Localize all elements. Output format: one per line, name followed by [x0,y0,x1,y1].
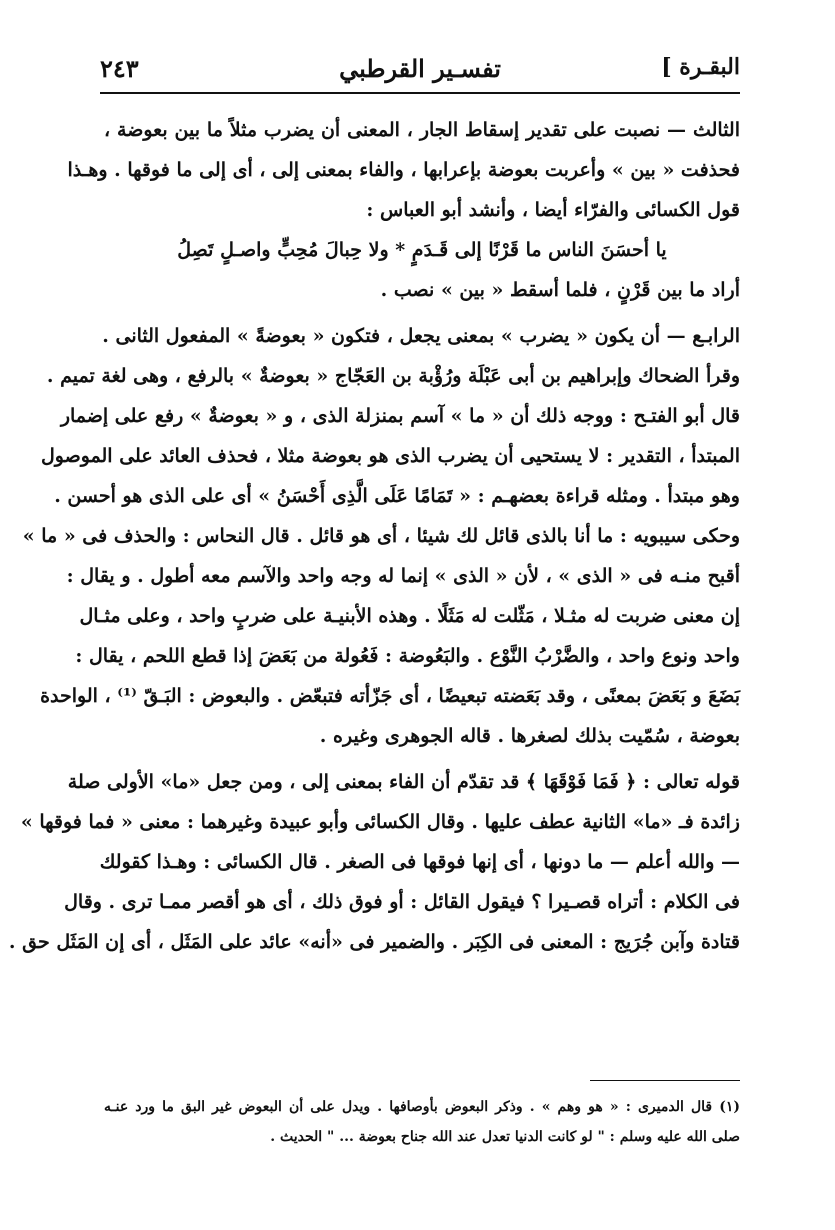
text-line: قتادة وآبن جُرَيج : المعنى فى الكِبَر . والضمير فى «أنه» عائد على المَثَل ، أى إن المَثَل حق . [8,931,740,953]
text-line: فحذفت « بين » وأعربت بعوضة بإعرابها ، والفاء بمعنى إلى ، أى إلى ما فوقها . وهـذا [67,159,740,181]
page-header [100,44,740,92]
text-line: وقرأ الضحاك وإبراهيم بن أبى عَبْلَة ورُؤْبة بن العَجّاج « بعوضةٌ » بالرفع ، وهى لغة تميم . [46,365,740,387]
poetry-verse: يا أحسَنَ الناس ما قَرْنًا إلى قَـدَمٍ * ولا حِبالَ مُحِبٍّ واصـلٍ تَصِلُ [177,239,667,261]
footnote-rule [590,1080,740,1081]
text-line: بَضَعَ و بَعَضَ بمعنًى ، وقد بَعَضته تبعيضًا ، أى جَزّأته فتبعّض . والبعوض : البَـقّ ⁽¹⁾ ، الواحدة [40,685,740,707]
text-line: وهو مبتدأ . ومثله قراءة بعضهـم : « تَمَامًا عَلَى الَّذِى أَحْسَنُ » أى على الذى هو أحسن . [54,485,740,507]
surah-name: البقـرة ] [661,54,740,80]
text-line: قال أبو الفتـح : ووجه ذلك أن « ما » آسم بمنزلة الذى ، و « بعوضةٌ » رفع على إضمار [60,405,740,427]
text-line: بعوضة ، سُمّيت بذلك لصغرها . قاله الجوهرى وغيره . [319,725,740,747]
text-line: واحد ونوع واحد ، والضَّرْبُ النَّوْع . والبَعُوضة : فَعُولة من بَعَضَ إذا قطع اللحم ، يقال : [75,645,740,667]
text-line: فى الكلام : أتراه قصـيرا ؟ فيقول القائل : أو فوق ذلك ، أى هو أقصر ممـا ترى . وقال [64,891,740,913]
text-line: أقبح منـه فى « الذى » ، لأن « الذى » إنما له وجه واحد والآسم معه أطول . و يقال : [66,565,740,587]
text-line: — والله أعلم — ما دونها ، أى إنها فوقها فى الصغر . قال الكسائى : وهـذا كقولك [99,851,740,873]
text-line: الرابـع — أن يكون « يضرب » بمعنى يجعل ، فتكون « بعوضةً » المفعول الثانى . [102,325,740,347]
footnote-line: صلى الله عليه وسلم : " لو كانت الدنيا تعدل عند الله جناح بعوضة ... " الحديث . [270,1129,740,1145]
footnote-line: (١) قال الدميرى : « هو وهم » . وذكر البعوض بأوصافها . ويدل على أن البعوض غير البق ما ورد عنـه [104,1099,740,1115]
text-line: الثالث — نصبت على تقدير إسقاط الجار ، المعنى أن يضرب مثلاً ما بين بعوضة ، [104,119,740,141]
text-line: إن معنى ضربت له مثـلا ، مَثّلت له مَثَلًا . وهذه الأبنيـة على ضربٍ واحد ، وعلى مثـال [79,605,740,627]
text-line: قول الكسائى والفرّاء أيضا ، وأنشد أبو العباس : [366,199,740,221]
page-number: ٢٤٣ [100,54,139,83]
main-text [8,110,740,962]
text-line: زائدة فـ «ما» الثانية عطف عليها . وقال الكسائى وأبو عبيدة وغيرهما : معنى « فما فوقها » [20,811,740,833]
footnotes [104,1092,740,1152]
text-line: وحكى سيبويه : ما أنا بالذى قائل لك شيئا ، أى هو قائل . قال النحاس : والحذف فى « ما » [22,525,740,547]
book-title: تفسـير القرطبي [339,54,501,83]
text-line: قوله تعالى : ﴿ فَمَا فَوْقَهَا ﴾ قد تقدّم أن الفاء بمعنى إلى ، ومن جعل «ما» الأولى صلة [67,771,740,793]
text-line: المبتدأ ، التقدير : لا يستحيى أن يضرب الذى هو بعوضة مثلا ، فحذف العائد على الموصول [40,445,740,467]
header-rule [100,92,740,94]
text-line: أراد ما بين قَرْنٍ ، فلما أسقط « بين » نصب . [380,279,740,301]
